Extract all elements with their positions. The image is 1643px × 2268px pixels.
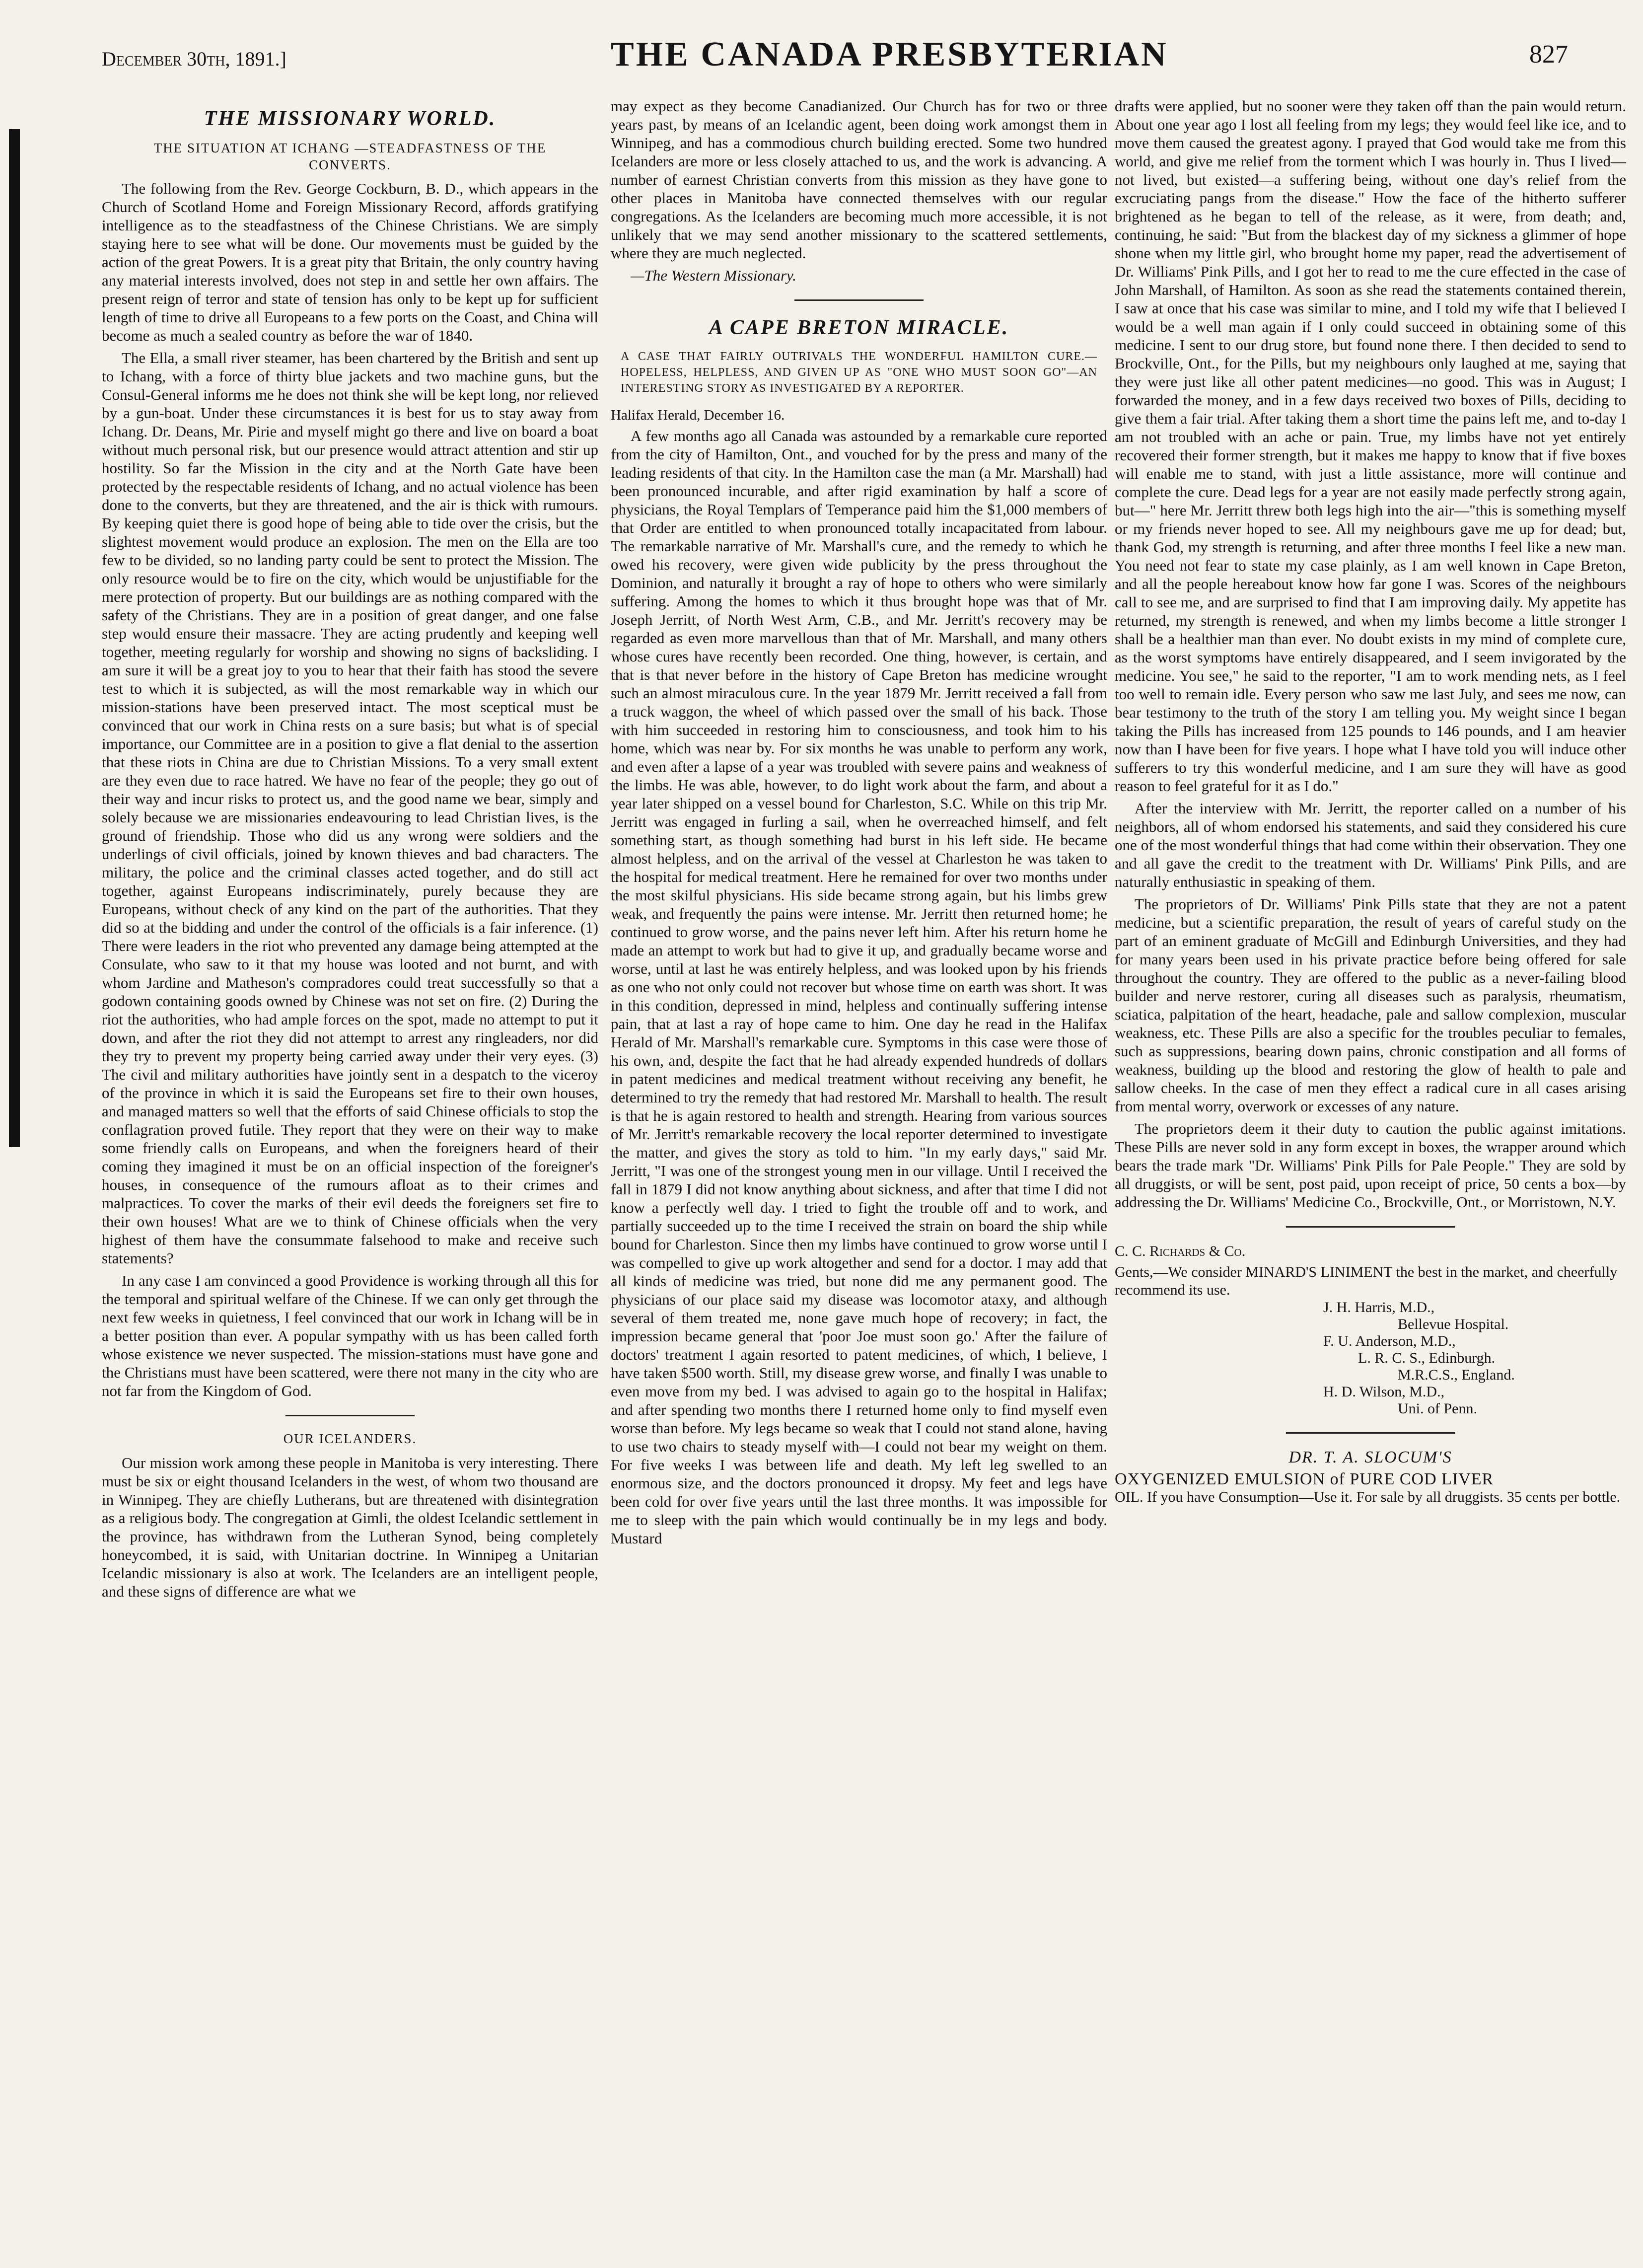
section-rule (794, 299, 924, 301)
section-rule (1286, 1226, 1455, 1228)
miracle-deck: A CASE THAT FAIRLY OUTRIVALS THE WONDERFUL HAMILTON CURE.—HOPELESS, HELPLESS, AND GIVEN UP AS "ONE WHO MUST SOON GO"—AN INTERESTING STORY AS INVESTIGATED BY A REPORTER. (621, 350, 1097, 395)
miracle-paragraph-cont: drafts were applied, but no sooner were they taken off than the pain would return. About one year ago I lost all feeling from my legs; they would feel like ice, and to move them caused the greatest agony. I prayed that God would take me from this world, and give me relief from the torment which I was hourly in. Thus I lived—not lived, but existed—a suffering being, without one day's relief from the excruciating pangs from the disease." How the face of the hitherto sufferer brightened as he began to tell of the release, as it were, from death; and, continuing, he said: "But from the blackest day of my sickness a glimmer of hope shone when my little girl, who brought home my paper, read the advertisement of Dr. Williams' Pink Pills, and I got her to read to me the cure effected in the case of John Marshall, of Hamilton. As soon as she read the statements contained therein, I saw at once that his case was similar to mine, and I told my wife that I believed I would be a well man again if I only could succeed in obtaining some of this medicine. I sent to our drug store, but found none there. I then decided to send to Brockville, Ont., for the Pills, but my neighbours only laughed at me, saying that they were just like all other patent medicines—no good. This was in August; I forwarded the money, and in a few days received two boxes of Pills, deciding to give them a fair trial. After taking them a short time the pains left me, and to-day I am not troubled with an ache or pain. True, my limbs have not yet entirely recovered their former strength, but it makes me happy to know that if five boxes will enable me to stand, with just a little assistance, more will continue and complete the cure. Dead legs for a year are not easily made perfectly strong again, but—" here Mr. Jerritt threw both legs high into the air—"this is something myself or my friends never hoped to see. All my neighbours gave me up for dead; but, thank God, my strength is returning, and after three months I feel like a new man. You need not fear to state my case plainly, as I am well known in Cape Breton, and all the people hereabout know how far gone I was. Scores of the neighbours call to see me, and are surprised to find that I am improving daily. My appetite has returned, my strength is renewed, and when my limbs become a little stronger I shall be a healthier man than ever. No doubt exists in my mind of complete cure, as the worst symptoms have entirely disappeared, and I seem invigorated by the medicine. You see," he said to the reporter, "I am to work mending nets, as I feel too well to remain idle. Every person who saw me last July, and sees me now, can bear testimony to the truth of the story I am telling you. My weight since I began taking the Pills has increased from 125 pounds to 146 pounds, and I am heavier now than I have been for five years. I hope what I have told you will induce other sufferers to try this wonderful medicine, and I am sure they will have as good reason to feel grateful for it as I do." (1115, 97, 1626, 795)
column-2 (611, 97, 1107, 2257)
column-1 (102, 97, 598, 2257)
dateline: Halifax Herald, December 16. (611, 407, 785, 423)
margin-bar (9, 129, 20, 1147)
signature-qualification: M.R.C.S., England. (1398, 1367, 1515, 1383)
signature-qualification: L. R. C. S., Edinburgh. (1358, 1350, 1496, 1366)
missionary-heading: THE MISSIONARY WORLD. (204, 107, 497, 130)
section-rule (286, 1415, 415, 1416)
missionary-paragraph: In any case I am convinced a good Providence is working through all this for the temporal and spiritual welfare of the Chinese. If we can only get through the next few weeks in quietness, I feel convinced that our work in Ichang will be in a better position than ever. A popular sympathy with us has been called forth whose existence we never suspected. The mission-stations must have gone and the Christians must have been scattered, were there not many in the city who are not far from the Kingdom of God. (102, 1272, 598, 1399)
missionary-paragraph: The following from the Rev. George Cockburn, B. D., which appears in the Church of Scotland Home and Foreign Missionary Record, affords gratifying intelligence as to the steadfastness of the Chinese Christians. We are simply staying here to see what will be done. Our movements must be guided by the action of the great Powers. It is a great pity that Britain, the only country having any material interests involved, does not step in and settle her own affairs. The present reign of terror and state of tension has only to be kept up for sufficient length of time to drive all Europeans to a few ports on the Coast, and China will become as much a sealed country as before the war of 1840. (102, 180, 598, 344)
icelanders-paragraph: Our mission work among these people in Manitoba is very interesting. There must be six or eight thousand Icelanders in the west, of whom two thousand are in Winnipeg. They are chiefly Lutherans, but are threatened with disintegration as a religious body. The congregation at Gimli, the oldest Icelandic settlement in the province, has withdrawn from the Lutheran Synod, being completely honeycombed, it is said, with Unitarian doctrine. In Winnipeg a Unitarian Icelandic missionary is also at work. The Icelanders are an intelligent people, and these signs of difference are what we (102, 1454, 598, 1600)
minards-liniment-ad (1115, 1243, 1626, 1417)
signature-name: H. D. Wilson, M.D., (1323, 1384, 1445, 1400)
miracle-paragraph: The proprietors of Dr. Williams' Pink Pills state that they are not a patent medicine, but a scientific preparation, the result of years of careful study on the part of an eminent graduate of McGill and Edinburgh Universities, and they had for many years been used in his private practice before being offered for sale throughout the country. They are offered to the public as a never-failing blood builder and nerve restorer, curing all diseases such as paralysis, rheumatism, sciatica, palpitation of the heart, headache, pale and sallow complexion, muscular weakness, etc. These Pills are also a specific for the troubles peculiar to females, such as suppressions, bearing down pains, chronic constipation and all forms of weakness, building up the blood and restoring the glow of health to pale and sallow cheeks. In the case of men they effect a radical cure in all cases arising from mental worry, overwork or excesses of any nature. (1115, 895, 1626, 1115)
miracle-heading: A CAPE BRETON MIRACLE. (709, 316, 1009, 339)
issue-date: December 30th, 1891.] (102, 48, 286, 70)
signature-place: Bellevue Hospital. (1398, 1316, 1509, 1332)
column-3 (1115, 97, 1626, 2257)
icelanders-paragraph-cont: may expect as they become Canadianized. Our Church has for two or three years past, by means of an Icelandic agent, been doing work amongst them in Winnipeg, and has a commodious church building erected. Some two hundred Icelanders are more or less closely attached to us, and the work is advancing. A number of earnest Christian converts from this mission as they have gone to other places in Manitoba have connected themselves with our regular congregations. As the Icelanders are becoming much more accessible, it is not unlikely that we may send another missionary to the scattered settlements, where they are much neglected. (611, 97, 1107, 262)
masthead (0, 0, 1643, 94)
section-rule (1286, 1432, 1455, 1434)
newspaper-title: THE CANADA PRESBYTERIAN (611, 35, 1168, 73)
ad-firm: C. C. Richards & Co. (1115, 1243, 1246, 1259)
source-credit: —The Western Missionary. (631, 267, 796, 284)
miracle-paragraph: A few months ago all Canada was astounded by a remarkable cure reported from the city of Hamilton, Ont., and vouched for by the press and many of the leading residents of that city. In the Hamilton case the man (a Mr. Marshall) had been pronounced incurable, and after rigid examination by half a score of physicians, the Royal Templars of Temperance paid him the $1,000 members of that Order are entitled to when pronounced totally incapacitated from labour. The remarkable narrative of Mr. Marshall's cure, and the remedy to which he owed his recovery, were given wide publicity by the press throughout the Dominion, and naturally it brought a ray of hope to others who were similarly suffering. Among the homes to which it thus brought hope was that of Mr. Joseph Jerritt, of North West Arm, C.B., and Mr. Jerritt's recovery may be regarded as even more marvellous than that of Mr. Marshall, and many others whose cures have recently been recorded. One thing, however, is certain, and that is that never before in the history of Cape Breton has medicine wrought such an almost miraculous cure. In the year 1879 Mr. Jerritt received a fall from a truck waggon, the wheel of which passed over the small of his back. Those with him succeeded in restoring him to consciousness, and took him to his home, which was near by. For six months he was unable to perform any work, and even after a lapse of a year was troubled with severe pains and weakness of the limbs. He was able, however, to do light work about the farm, and about a year later shipped on a vessel bound for Charleston, S.C. While on this trip Mr. Jerritt was engaged in furling a sail, when he overreached himself, and felt something start, as though something had burst in his left side. He became almost helpless, and on the arrival of the vessel at Charleston he was taken to the hospital for medical treatment. Here he remained for over two months under the most skilful physicians. His side became strong again, but his limbs grew weak, and frequently the pains were intense. Mr. Jerritt then returned home; he continued to grow worse, and the pains never left him. After his return home he made an attempt to work but had to give it up, and gradually became worse and worse, until at last he was entirely helpless, and was looked upon by his friends as one who not only could not recover but whose time on earth was short. It was in this condition, depressed in mind, helpless and continually suffering intense pain, that at last a ray of hope came to him. One day he read in the Halifax Herald of Mr. Marshall's remarkable cure. Symptoms in this case were those of his own, and, despite the fact that he had already expended hundreds of dollars in patent medicines and medical treatment without receiving any benefit, he determined to try the remedy that had restored Mr. Marshall to health. The result is that he is again restored to health and strength. Hearing from various sources of Mr. Jerritt's remarkable recovery the local reporter determined to investigate the matter, and gives the story as told to him. "In my early days," said Mr. Jerritt, "I was one of the strongest young men in our village. Until I received the fall in 1879 I did not know anything about sickness, and after that time I did not know a perfectly well day. I tried to fight the trouble off and to work, and partially succeeded up to the time I received the strain on board the ship while bound for Charleston. Since then my limbs have continued to grow worse until I was compelled to give up work altogether and send for a doctor. I may add that all kinds of medicine was tried, but none did me any permanent good. The physicians of our place said my disease was locomotor ataxy, and although several of them treated me, none gave much hope of recovery; in fact, the impression became general that 'poor Joe must soon go.' After the failure of doctors' treatment I again resorted to patent medicines, of which, I believe, I have taken $500 worth. Still, my disease grew worse, and finally I was unable to even move from my bed. I was advised to again go to the hospital in Halifax; and after spending two months there I returned home only to find myself even worse than before. My legs became so weak that I could not stand alone, having to use two chairs to steady myself with—I could not bear my weight on them. For five weeks I was between life and death. My left leg swelled to an enormous size, and the doctors pronounced it dropsy. My feet and legs have been cold for over five years until the last three months. It was impossible for me to sleep with the pain which would continually be in my legs and body. Mustard (611, 427, 1107, 1547)
ad-title: DR. T. A. SLOCUM'S (1288, 1448, 1452, 1466)
missionary-paragraph: The Ella, a small river steamer, has been chartered by the British and sent up to Ichang, with a force of thirty blue jackets and two machine guns, but the Consul-General informs me he does not think she will be kept long, nor relieved by a gun-boat. Under these circumstances it is best for us to stay away from Ichang. Dr. Deans, Mr. Pirie and myself might go there and live on board a boat without much personal risk, but our presence would attract attention and stir up hostility. So far the Mission in the city and at the North Gate have been protected by the respectable residents of Ichang, and no actual violence has been done to the converts, but they are threatened, and the air is thick with rumours. By keeping quiet there is good hope of being able to tide over the crisis, but the slightest movement would produce an explosion. The men on the Ella are too few to be divided, so no landing party could be sent to protect the Mission. The only resource would be to fire on the city, which would be unjustifiable for the mere protection of property. But our buildings are as nothing compared with the safety of the Christians. They are in a position of great danger, and one false step would ensure their massacre. They are acting prudently and keeping well together, meeting regularly for worship and showing no signs of backsliding. I am sure it will be a great joy to you to hear that their faith has stood the severe test to which it is subjected, as will the most remarkable way in which our mission-stations have been preserved intact. The most sceptical must be convinced that our work in China rests on a sure basis; but what is of special importance, our Committee are in a position to give a flat denial to the assertion that these riots in China are due to Christian Missions. To a very small extent are they even due to race hatred. We have no fear of the people; they go out of their way and incur risks to protect us, and the good name we bear, simply and solely because we are missionaries endeavouring to lead Christian lives, is the ground of friendship. Those who did us any wrong were soldiers and the underlings of civil officials, joined by known thieves and bad characters. The military, the police and the criminal classes acted together, and do still act together, against Europeans indiscriminately, purely because they are Europeans, without check of any kind on the part of the authorities. That they did so at the bidding and under the control of the officials is a fair inference. (1) There were leaders in the riot who prevented any damage being attempted at the Consulate, who saw to it that my house was looted and not burnt, and with whom Jardine and Matheson's compradores could treat successfully so that a godown containing goods owned by Chinese was not set on fire. (2) During the riot the authorities, who had ample forces on the spot, made no attempt to put it down, and after the riot they did not attempt to arrest any ringleaders, nor did they try to prevent my property being carried away under their very eyes. (3) The civil and military authorities have jointly sent in a despatch to the viceroy of the province in which it is said the Europeans set fire to their own houses, and managed matters so well that the efforts of said Chinese officials to stop the conflagration proved futile. They report that they were on their way to make some friendly calls on Europeans, and when the foreigners heard of their coming they imagined it must be on an official inspection of the foreigner's houses, in consequence of the rumours afloat as to their crimes and malpractices. To cover the marks of their evil deeds the foreigners set fire to their own houses! What are we to think of Chinese officials when the very highest of them have the consummate falsehood to make and receive such statements? (102, 349, 598, 1267)
miracle-paragraph: After the interview with Mr. Jerritt, the reporter called on a number of his neighbors, all of whom endorsed his statements, and said they considered his cure one of the most wonderful things that had come within their observation. They one and all gave the credit to the treatment with Dr. Williams' Pink Pills, and are naturally enthusiastic in speaking of them. (1115, 800, 1626, 890)
signature-name: J. H. Harris, M.D., (1323, 1299, 1435, 1316)
slocum-emulsion-ad (1115, 1449, 1626, 1506)
signature-name: F. U. Anderson, M.D., (1323, 1333, 1456, 1349)
ad-headline: OXYGENIZED EMULSION of PURE COD LIVER (1115, 1470, 1494, 1488)
ad-text: OIL. If you have Consumption—Use it. For sale by all druggists. 35 cents per bottle. (1115, 1489, 1621, 1505)
icelanders-heading: OUR ICELANDERS. (283, 1431, 417, 1446)
page-number: 827 (1529, 40, 1568, 69)
ad-signatures (1323, 1299, 1626, 1417)
miracle-paragraph: The proprietors deem it their duty to caution the public against imitations. These Pills are never sold in any form except in boxes, the wrapper around which bears the trade mark "Dr. Williams' Pink Pills for Pale People." They are sold by all druggists, or will be sent, post paid, upon receipt of price, 50 cents a box—by addressing the Dr. Williams' Medicine Co., Brockville, Ont., or Morristown, N.Y. (1115, 1120, 1626, 1211)
signature-place: Uni. of Penn. (1398, 1400, 1477, 1417)
ad-text: Gents,—We consider MINARD'S LINIMENT the best in the market, and cheerfully recommend its use. (1115, 1264, 1618, 1298)
missionary-subheading: THE SITUATION AT ICHANG —STEADFASTNESS OF THE CONVERTS. (153, 141, 547, 172)
